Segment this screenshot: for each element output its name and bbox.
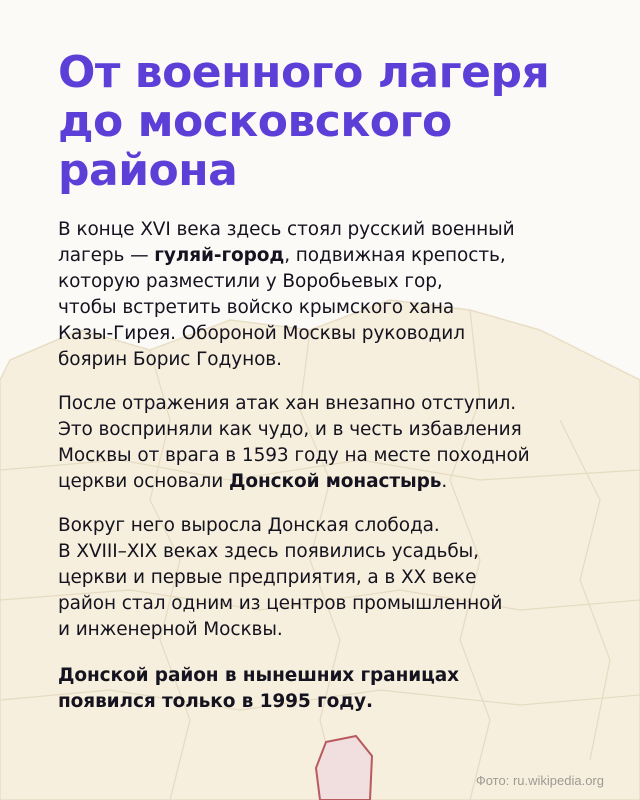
paragraph-monastery: После отражения атак хан внезапно отступил. Это восприняли как чудо, и в честь избавления Москвы от врага в 1593 году на месте походной церкви основали Донской монастырь. [58,393,530,492]
paragraph-sloboda: Вокруг него выросла Донская слобода. В XVIII–XIX веках здесь появились усадьбы, церкви и первые предприятия, а в XX веке район стал одним из центров промышленной и инженерной Москвы. [58,515,503,640]
page-title [58,48,618,195]
article-content [58,48,618,733]
photo-credit: Фото: ru.wikipedia.org [475,773,604,788]
donskoy-district-highlight [316,736,372,800]
highlight-donskoy-monastery: Донской монастырь [228,471,442,492]
title-line-1: От военного лагеря [58,47,550,98]
highlight-gulyay-gorod: гуляй-город [154,245,285,266]
paragraph-history: В конце XVI века здесь стоял русский военный лагерь — гуляй-город, подвижная крепость, которую разместили у Воробьевых гор, чтобы встретить войско крымского хана Казы-Гирея. Обороной Москвы руководил боярин Борис Годунов. [58,219,515,370]
paragraph-final-note: Донской район в нынешних границах появился только в 1995 году. [58,665,459,712]
title-line-2: до московского [58,96,452,147]
title-line-3: района [58,145,238,196]
